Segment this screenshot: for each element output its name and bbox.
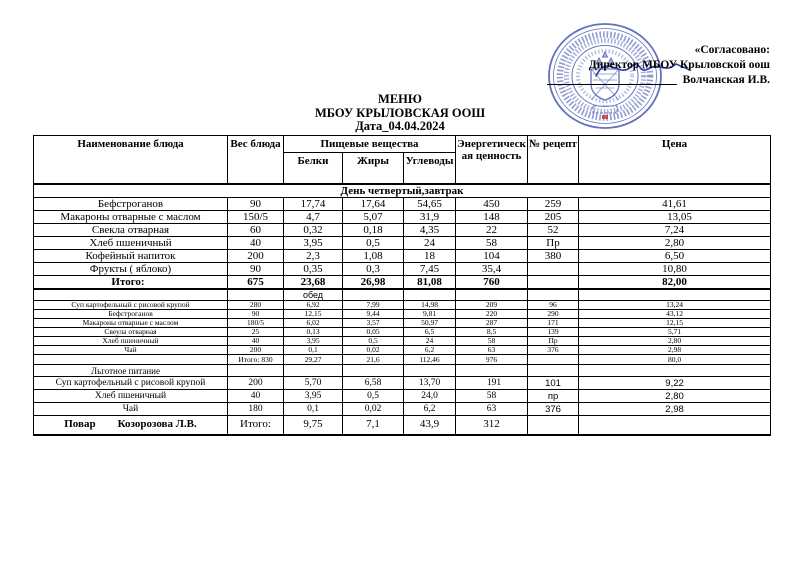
total-protein: 23,68 bbox=[284, 275, 343, 289]
dish-energy: 58 bbox=[456, 337, 528, 346]
dish-energy: 209 bbox=[456, 301, 528, 310]
total-fat: 26,98 bbox=[343, 275, 404, 289]
dish-fat: 7,99 bbox=[343, 301, 404, 310]
dish-price: 2,80 bbox=[579, 390, 771, 403]
dish-fat: 0,5 bbox=[343, 337, 404, 346]
dish-recipe: 171 bbox=[528, 319, 579, 328]
total-protein: 9,75 bbox=[284, 416, 343, 435]
dish-weight: 280 bbox=[228, 301, 284, 310]
total-label: Итого: bbox=[228, 416, 284, 435]
col-header-energy: Энергетическая ценность bbox=[456, 136, 528, 184]
agreed-label: «Согласовано: bbox=[694, 44, 770, 56]
cook-total-row bbox=[34, 416, 771, 435]
dish-protein: 5,70 bbox=[284, 377, 343, 390]
dish-name: Хлеб пшеничный bbox=[34, 337, 228, 346]
dish-price: 6,50 bbox=[579, 249, 771, 262]
dish-price: 13,24 bbox=[579, 301, 771, 310]
table-row bbox=[34, 403, 771, 416]
total-price: 80,0 bbox=[579, 355, 771, 365]
document-title bbox=[0, 93, 800, 134]
table-row bbox=[34, 328, 771, 337]
dish-carbs: 4,35 bbox=[404, 223, 456, 236]
total-recipe bbox=[528, 416, 579, 435]
col-header-price: Цена bbox=[579, 136, 771, 184]
total-weight: 675 bbox=[228, 275, 284, 289]
col-header-fat: Жиры bbox=[343, 153, 404, 184]
breakfast-section-title: День четвертый,завтрак bbox=[34, 184, 771, 198]
dish-name: Бефстроганов bbox=[34, 197, 228, 210]
signature-line bbox=[547, 73, 677, 85]
dish-protein: 0,1 bbox=[284, 346, 343, 355]
dish-price: 5,71 bbox=[579, 328, 771, 337]
dish-fat: 17,64 bbox=[343, 197, 404, 210]
dish-recipe: 376 bbox=[528, 346, 579, 355]
breakfast-section-row bbox=[34, 184, 771, 198]
dish-name: Суп картофельный с рисовой крупой bbox=[34, 377, 228, 390]
col-header-nutrients: Пищевые вещества bbox=[284, 136, 456, 153]
total-energy: 976 bbox=[456, 355, 528, 365]
dish-name: Макароны отварные с маслом bbox=[34, 210, 228, 223]
dish-price: 9,22 bbox=[579, 377, 771, 390]
dish-carbs: 50,97 bbox=[404, 319, 456, 328]
dish-name: Бефстроганов bbox=[34, 310, 228, 319]
breakfast-total-row bbox=[34, 275, 771, 289]
dish-protein: 0,1 bbox=[284, 403, 343, 416]
dish-weight: 90 bbox=[228, 310, 284, 319]
dish-weight: 90 bbox=[228, 262, 284, 275]
dish-recipe: 376 bbox=[528, 403, 579, 416]
dish-carbs: 31,9 bbox=[404, 210, 456, 223]
dish-recipe: 96 bbox=[528, 301, 579, 310]
dish-weight: 25 bbox=[228, 328, 284, 337]
dish-name: Суп картофельный с рисовой крупой bbox=[34, 301, 228, 310]
dish-protein: 6,02 bbox=[284, 319, 343, 328]
dish-name: Кофейный напиток bbox=[34, 249, 228, 262]
dish-weight: 60 bbox=[228, 223, 284, 236]
total-fat: 21,6 bbox=[343, 355, 404, 365]
dish-carbs: 7,45 bbox=[404, 262, 456, 275]
col-header-weight: Вес блюда bbox=[228, 136, 284, 184]
dish-carbs: 24 bbox=[404, 337, 456, 346]
dish-price: 2,98 bbox=[579, 346, 771, 355]
cook-label: Повар bbox=[64, 418, 96, 430]
director-line: Директор МБОУ Крыловской оош bbox=[588, 59, 770, 71]
dish-weight: 40 bbox=[228, 390, 284, 403]
dish-energy: 22 bbox=[456, 223, 528, 236]
dish-recipe: 52 bbox=[528, 223, 579, 236]
dish-price: 10,80 bbox=[579, 262, 771, 275]
dish-recipe: 259 bbox=[528, 197, 579, 210]
dish-energy: 287 bbox=[456, 319, 528, 328]
dish-name: Свекла отварная bbox=[34, 223, 228, 236]
dish-weight: 180/5 bbox=[228, 319, 284, 328]
dish-price: 2,98 bbox=[579, 403, 771, 416]
total-energy: 312 bbox=[456, 416, 528, 435]
dish-energy: 148 bbox=[456, 210, 528, 223]
table-row bbox=[34, 319, 771, 328]
subsidized-section-title: Льготное питание bbox=[34, 365, 228, 377]
table-row bbox=[34, 262, 771, 275]
dish-fat: 0,3 bbox=[343, 262, 404, 275]
dish-recipe: 380 bbox=[528, 249, 579, 262]
dish-name: Фрукты ( яблоко) bbox=[34, 262, 228, 275]
table-row bbox=[34, 310, 771, 319]
dish-protein: 6,92 bbox=[284, 301, 343, 310]
title-school: МБОУ КРЫЛОВСКАЯ ООШ bbox=[314, 105, 486, 120]
dish-protein: 0,35 bbox=[284, 262, 343, 275]
dish-protein: 0,32 bbox=[284, 223, 343, 236]
table-row bbox=[34, 210, 771, 223]
dish-carbs: 54,65 bbox=[404, 197, 456, 210]
dish-energy: 191 bbox=[456, 377, 528, 390]
lunch-section-row bbox=[34, 289, 771, 301]
subsidized-section-row bbox=[34, 365, 771, 377]
dish-energy: 58 bbox=[456, 236, 528, 249]
dish-fat: 1,08 bbox=[343, 249, 404, 262]
dish-weight: 200 bbox=[228, 377, 284, 390]
dish-protein: 17,74 bbox=[284, 197, 343, 210]
dish-price: 41,61 bbox=[579, 197, 771, 210]
total-price bbox=[579, 416, 771, 435]
dish-protein: 2,3 bbox=[284, 249, 343, 262]
col-header-protein: Белки bbox=[284, 153, 343, 184]
dish-recipe: 101 bbox=[528, 377, 579, 390]
dish-price: 2,80 bbox=[579, 236, 771, 249]
col-header-recipe: № рецепт bbox=[528, 136, 579, 184]
dish-fat: 0,18 bbox=[343, 223, 404, 236]
table-row bbox=[34, 249, 771, 262]
title-date: Дата_04.04.2024 bbox=[355, 119, 445, 133]
dish-fat: 3,57 bbox=[343, 319, 404, 328]
table-row bbox=[34, 236, 771, 249]
dish-fat: 0,5 bbox=[343, 390, 404, 403]
dish-weight: 40 bbox=[228, 236, 284, 249]
cook-cell bbox=[34, 416, 228, 435]
dish-fat: 6,58 bbox=[343, 377, 404, 390]
dish-carbs: 6,5 bbox=[404, 328, 456, 337]
dish-fat: 0,02 bbox=[343, 403, 404, 416]
dish-recipe: 139 bbox=[528, 328, 579, 337]
dish-energy: 8,5 bbox=[456, 328, 528, 337]
dish-carbs: 18 bbox=[404, 249, 456, 262]
dish-protein: 12,15 bbox=[284, 310, 343, 319]
dish-name: Хлеб пшеничный bbox=[34, 390, 228, 403]
dish-price: 7,24 bbox=[579, 223, 771, 236]
menu-table bbox=[33, 135, 771, 436]
dish-energy: 63 bbox=[456, 346, 528, 355]
dish-recipe: Пр bbox=[528, 337, 579, 346]
dish-fat: 0,05 bbox=[343, 328, 404, 337]
dish-protein: 3,95 bbox=[284, 390, 343, 403]
header-row-1 bbox=[34, 136, 771, 153]
dish-energy: 58 bbox=[456, 390, 528, 403]
col-header-name: Наименование блюда bbox=[34, 136, 228, 184]
total-label: Итого: bbox=[34, 275, 228, 289]
total-label: Итого: 830 bbox=[228, 355, 284, 365]
dish-name: Свеула отварная bbox=[34, 328, 228, 337]
total-fat: 7,1 bbox=[343, 416, 404, 435]
dish-protein: 0,13 bbox=[284, 328, 343, 337]
dish-weight: 200 bbox=[228, 346, 284, 355]
dish-price: 2,80 bbox=[579, 337, 771, 346]
dish-recipe: пр bbox=[528, 390, 579, 403]
total-energy: 760 bbox=[456, 275, 528, 289]
dish-carbs: 14,98 bbox=[404, 301, 456, 310]
total-carbs: 112,46 bbox=[404, 355, 456, 365]
dish-weight: 40 bbox=[228, 337, 284, 346]
total-carbs: 81,08 bbox=[404, 275, 456, 289]
table-row bbox=[34, 346, 771, 355]
dish-price: 12,15 bbox=[579, 319, 771, 328]
title-menu: МЕНЮ bbox=[378, 92, 422, 106]
dish-fat: 9,44 bbox=[343, 310, 404, 319]
approval-block bbox=[547, 43, 770, 88]
table-row bbox=[34, 301, 771, 310]
dish-weight: 180 bbox=[228, 403, 284, 416]
dish-energy: 35,4 bbox=[456, 262, 528, 275]
dish-carbs: 24 bbox=[404, 236, 456, 249]
cook-name: Козорозова Л.В. bbox=[117, 418, 197, 430]
dish-fat: 5,07 bbox=[343, 210, 404, 223]
director-name: Волчанская И.В. bbox=[682, 74, 770, 86]
total-recipe bbox=[528, 275, 579, 289]
dish-carbs: 6,2 bbox=[404, 346, 456, 355]
table-row bbox=[34, 377, 771, 390]
total-carbs: 43,9 bbox=[404, 416, 456, 435]
dish-weight: 90 bbox=[228, 197, 284, 210]
dish-protein: 4,7 bbox=[284, 210, 343, 223]
total-recipe bbox=[528, 355, 579, 365]
lunch-total-row bbox=[34, 355, 771, 365]
dish-carbs: 9,81 bbox=[404, 310, 456, 319]
dish-price: 43,12 bbox=[579, 310, 771, 319]
dish-energy: 220 bbox=[456, 310, 528, 319]
dish-fat: 0,5 bbox=[343, 236, 404, 249]
dish-energy: 104 bbox=[456, 249, 528, 262]
lunch-section-title: обед bbox=[284, 289, 343, 301]
dish-recipe: 205 bbox=[528, 210, 579, 223]
dish-energy: 63 bbox=[456, 403, 528, 416]
table-row bbox=[34, 337, 771, 346]
dish-protein: 3,95 bbox=[284, 236, 343, 249]
dish-price: 13,05 bbox=[579, 210, 771, 223]
table-row bbox=[34, 390, 771, 403]
dish-name: Чай bbox=[34, 403, 228, 416]
col-header-carbs: Углеводы bbox=[404, 153, 456, 184]
dish-energy: 450 bbox=[456, 197, 528, 210]
dish-weight: 150/5 bbox=[228, 210, 284, 223]
dish-protein: 3,95 bbox=[284, 337, 343, 346]
table-row bbox=[34, 223, 771, 236]
dish-name: Хлеб пшеничный bbox=[34, 236, 228, 249]
dish-recipe: Пр bbox=[528, 236, 579, 249]
dish-name: Чай bbox=[34, 346, 228, 355]
dish-carbs: 6,2 bbox=[404, 403, 456, 416]
dish-recipe: 290 bbox=[528, 310, 579, 319]
total-price: 82,00 bbox=[579, 275, 771, 289]
table-row bbox=[34, 197, 771, 210]
dish-weight: 200 bbox=[228, 249, 284, 262]
dish-fat: 0,02 bbox=[343, 346, 404, 355]
dish-carbs: 13,70 bbox=[404, 377, 456, 390]
dish-name: Макароны отварные с маслом bbox=[34, 319, 228, 328]
dish-carbs: 24,0 bbox=[404, 390, 456, 403]
total-protein: 29,27 bbox=[284, 355, 343, 365]
dish-recipe bbox=[528, 262, 579, 275]
